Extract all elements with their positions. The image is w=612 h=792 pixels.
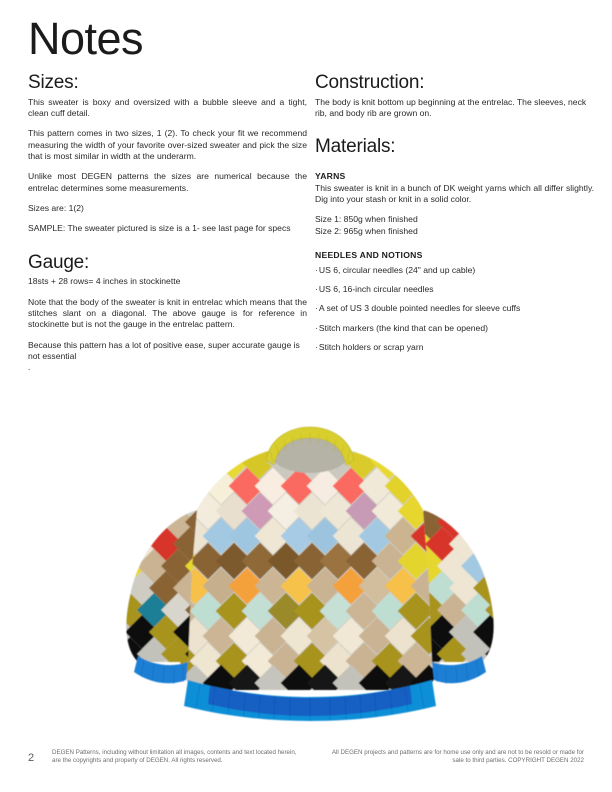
list-item: · US 6, circular needles (24" and up cable) bbox=[315, 265, 594, 276]
gauge-heading: Gauge: bbox=[28, 251, 90, 273]
yarns-paragraph: This sweater is knit in a bunch of DK weight yarns which all differ slightly. Dig into your stash or knit in a solid color. bbox=[315, 182, 594, 204]
yarns-subheading: YARNS bbox=[315, 171, 346, 182]
copyright-notice-left: DEGEN Patterns, including without limitation all images, contents and text located herein, are the copyrights and property of DEGEN. All rights reserved. bbox=[52, 749, 297, 765]
sizes-list: Sizes are: 1(2) bbox=[28, 202, 84, 213]
list-item: · A set of US 3 double pointed needles for sleeve cuffs bbox=[315, 303, 594, 314]
size-2-weight: Size 2: 965g when finished bbox=[315, 225, 418, 236]
notions-list bbox=[315, 265, 594, 353]
construction-heading: Construction: bbox=[315, 72, 425, 93]
materials-heading: Materials: bbox=[315, 136, 396, 158]
list-item: · US 6, 16-inch circular needles bbox=[315, 284, 594, 295]
sizes-paragraph-2: This pattern comes in two sizes, 1 (2). To check your fit we recommend measuring the width of your favorite over-sized sweater and pick the size that is most similar in width at the underarm. bbox=[28, 128, 307, 162]
gauge-note: Note that the body of the sweater is knit in entrelac which means that the stitches slant on a diagonal. The above gauge is for reference in stockinette but is not the gauge in the entrelac pattern. bbox=[28, 296, 307, 330]
gauge-trailing-mark: . bbox=[28, 362, 31, 373]
page-title: Notes bbox=[28, 13, 144, 64]
gauge-value: 18sts + 28 rows= 4 inches in stockinette bbox=[28, 276, 181, 287]
sizes-paragraph-1: This sweater is boxy and oversized with a bubble sleeve and a tight, clean cuff detail. bbox=[28, 96, 307, 119]
left-column bbox=[28, 72, 307, 382]
sizes-heading: Sizes: bbox=[28, 72, 79, 93]
list-item: · Stitch markers (the kind that can be opened) bbox=[315, 323, 594, 334]
body-entrelac bbox=[151, 438, 460, 701]
list-item: · Stitch holders or scrap yarn bbox=[315, 342, 594, 353]
size-1-weight: Size 1: 850g when finished bbox=[315, 214, 418, 225]
construction-paragraph: The body is knit bottom up beginning at the entrelac. The sleeves, neck rib, and body rib are grown on. bbox=[315, 96, 587, 119]
page-footer bbox=[0, 748, 612, 792]
page-number: 2 bbox=[28, 752, 35, 764]
sweater-illustration bbox=[60, 418, 560, 722]
sample-note: SAMPLE: The sweater pictured is size is a 1- see last page for specs bbox=[28, 223, 291, 234]
sizes-paragraph-3: Unlike most DEGEN patterns the sizes are numerical because the entrelac determines some measurements. bbox=[28, 171, 307, 193]
right-column bbox=[315, 72, 594, 361]
sweater-photo bbox=[60, 418, 560, 722]
notions-subheading: NEEDLES AND NOTIONS bbox=[315, 250, 423, 261]
gauge-ease-note: Because this pattern has a lot of positive ease, super accurate gauge is not essential bbox=[28, 339, 300, 361]
copyright-notice-right: All DEGEN projects and patterns are for home use only and are not to be resold or made for sale to third parties. COPYRIGHT DEGEN 2022 bbox=[331, 749, 584, 765]
